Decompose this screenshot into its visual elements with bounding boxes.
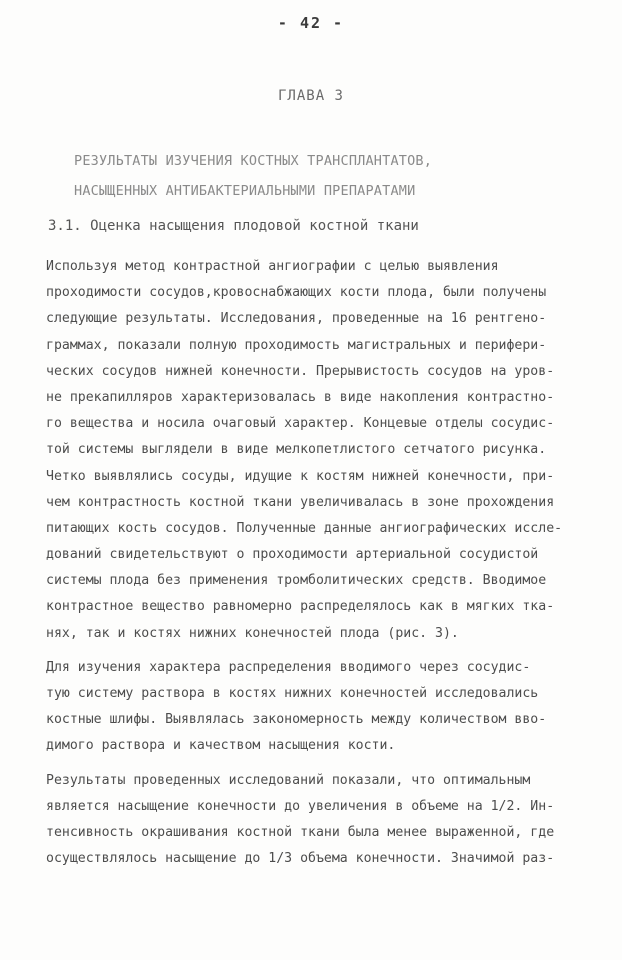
text-line: нях, так и костях нижних конечностей плода (рис. 3). (46, 625, 459, 641)
text-line: Результаты проведенных исследований показали, что оптимальным (46, 772, 531, 788)
text-line: чем контрастность костной ткани увеличивалась в зоне прохождения (46, 494, 555, 510)
text-line: системы плода без применения тромболитических средств. Вводимое (46, 573, 547, 589)
chapter-title (74, 146, 594, 206)
chapter-title-line: РЕЗУЛЬТАТЫ ИЗУЧЕНИЯ КОСТНЫХ ТРАНСПЛАНТАТОВ, (74, 153, 433, 169)
text-line: граммах, показали полную проходимость магистральных и перифери- (46, 337, 547, 353)
text-line: не прекапилляров характеризовалась в виде накопления контрастно- (46, 389, 555, 405)
text-line: тую систему раствора в костях нижних конечностей исследовались (46, 686, 539, 701)
text-line: димого раствора и качеством насыщения кости. (46, 738, 396, 754)
text-line: той системы выглядели в виде мелкопетлистого сетчатого рисунка. (46, 442, 547, 458)
text-line: контрастное вещество равномерно распределялось как в мягких тка- (46, 599, 555, 615)
text-line: го вещества и носила очаговый характер. Концевые отделы сосудис- (46, 416, 555, 432)
paragraph (46, 768, 598, 873)
section-title: 3.1. Оценка насыщения плодовой костной ткани (48, 218, 419, 234)
text-line: осуществлялось насыщение до 1/3 объема конечности. Значимой раз- (46, 851, 555, 867)
text-line: является насыщение конечности до увеличения в объеме на 1/2. Ин- (46, 798, 555, 814)
chapter-title-line: НАСЫЩЕННЫХ АНТИБАКТЕРИАЛЬНЫМИ ПРЕПАРАТАМИ (74, 183, 416, 199)
text-line: питающих кость сосудов. Полученные данные ангиографических иссле- (46, 520, 563, 536)
body-text (46, 254, 598, 872)
text-line: костные шлифы. Выявлялась закономерность между количеством вво- (46, 712, 547, 728)
page-number: - 42 - (277, 14, 345, 32)
text-line: дований свидетельствуют о проходимости артериальной сосудистой (46, 547, 539, 563)
paragraph-gap (46, 760, 598, 768)
text-line: тенсивность окрашивания костной ткани была менее выраженной, где (46, 824, 555, 840)
paragraph-gap (46, 647, 598, 655)
text-line: Используя метод контрастной ангиографии с целью выявления (46, 259, 499, 274)
chapter-heading: ГЛАВА 3 (277, 88, 344, 104)
text-line: Четко выявлялись сосуды, идущие к костям нижней конечности, при- (46, 468, 555, 484)
paragraph (46, 655, 598, 760)
text-line: ческих сосудов нижней конечности. Прерывистость сосудов на уров- (46, 363, 555, 379)
text-line: Для изучения характера распределения вводимого через сосудис- (46, 659, 531, 675)
text-line: проходимости сосудов,кровоснабжающих кости плода, были получены (46, 285, 547, 301)
text-line: следующие результаты. Исследования, проведенные на 16 рентгено- (46, 311, 547, 327)
paragraph (46, 254, 598, 647)
